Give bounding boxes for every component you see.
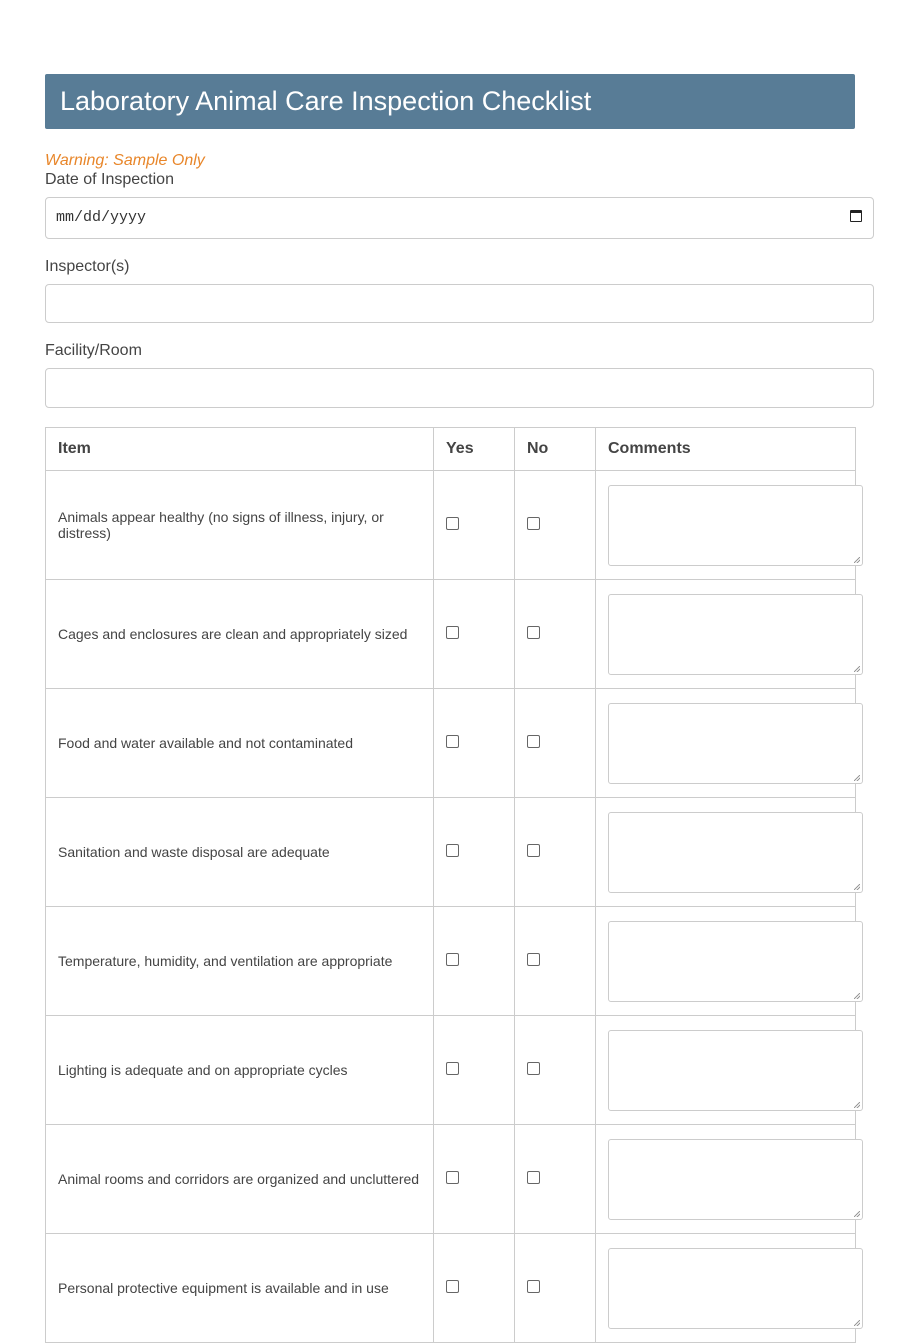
comments-textarea[interactable] [608, 1030, 863, 1111]
yes-checkbox[interactable] [446, 626, 459, 639]
yes-checkbox[interactable] [446, 1280, 459, 1293]
facility-input[interactable] [45, 368, 874, 408]
comments-cell [596, 798, 856, 907]
comments-textarea[interactable] [608, 485, 863, 566]
page-title: Laboratory Animal Care Inspection Checklist [60, 86, 592, 116]
date-input[interactable] [45, 197, 874, 239]
no-checkbox[interactable] [527, 517, 540, 530]
calendar-icon[interactable] [850, 210, 862, 222]
comments-cell [596, 689, 856, 798]
yes-cell [434, 580, 515, 689]
comments-cell [596, 1125, 856, 1234]
item-text: Lighting is adequate and on appropriate cycles [46, 1016, 434, 1125]
item-text: Temperature, humidity, and ventilation are appropriate [46, 907, 434, 1016]
inspector-label: Inspector(s) [45, 258, 130, 275]
table-row [46, 798, 856, 907]
page-header [45, 74, 855, 129]
header-yes: Yes [434, 428, 515, 471]
no-cell [515, 1125, 596, 1234]
no-cell [515, 1016, 596, 1125]
yes-cell [434, 689, 515, 798]
yes-cell [434, 798, 515, 907]
item-text: Food and water available and not contaminated [46, 689, 434, 798]
yes-checkbox[interactable] [446, 953, 459, 966]
no-cell [515, 471, 596, 580]
comments-textarea[interactable] [608, 812, 863, 893]
facility-label: Facility/Room [45, 342, 142, 359]
no-cell [515, 1234, 596, 1343]
no-checkbox[interactable] [527, 1062, 540, 1075]
item-text: Animals appear healthy (no signs of illness, injury, or distress) [46, 471, 434, 580]
no-checkbox[interactable] [527, 1280, 540, 1293]
no-cell [515, 798, 596, 907]
table-row [46, 1125, 856, 1234]
table-row [46, 907, 856, 1016]
no-cell [515, 907, 596, 1016]
sample-warning: Warning: Sample Only [45, 152, 205, 169]
yes-cell [434, 1234, 515, 1343]
no-checkbox[interactable] [527, 735, 540, 748]
header-comments: Comments [596, 428, 856, 471]
comments-cell [596, 471, 856, 580]
comments-cell [596, 580, 856, 689]
no-checkbox[interactable] [527, 626, 540, 639]
date-placeholder: mm/dd/yyyy [56, 209, 147, 226]
item-text: Sanitation and waste disposal are adequate [46, 798, 434, 907]
yes-cell [434, 1125, 515, 1234]
yes-cell [434, 471, 515, 580]
comments-textarea[interactable] [608, 594, 863, 675]
no-cell [515, 580, 596, 689]
comments-textarea[interactable] [608, 703, 863, 784]
comments-cell [596, 1234, 856, 1343]
header-no: No [515, 428, 596, 471]
comments-textarea[interactable] [608, 921, 863, 1002]
yes-checkbox[interactable] [446, 844, 459, 857]
yes-checkbox[interactable] [446, 1171, 459, 1184]
table-row [46, 471, 856, 580]
no-checkbox[interactable] [527, 953, 540, 966]
comments-textarea[interactable] [608, 1139, 863, 1220]
item-text: Personal protective equipment is available and in use [46, 1234, 434, 1343]
yes-cell [434, 907, 515, 1016]
table-row [46, 1234, 856, 1343]
yes-checkbox[interactable] [446, 517, 459, 530]
date-label: Date of Inspection [45, 171, 174, 188]
yes-checkbox[interactable] [446, 1062, 459, 1075]
table-row [46, 689, 856, 798]
table-row [46, 580, 856, 689]
yes-cell [434, 1016, 515, 1125]
header-item: Item [46, 428, 434, 471]
no-cell [515, 689, 596, 798]
yes-checkbox[interactable] [446, 735, 459, 748]
item-text: Animal rooms and corridors are organized and uncluttered [46, 1125, 434, 1234]
no-checkbox[interactable] [527, 1171, 540, 1184]
comments-textarea[interactable] [608, 1248, 863, 1329]
comments-cell [596, 907, 856, 1016]
no-checkbox[interactable] [527, 844, 540, 857]
item-text: Cages and enclosures are clean and appropriately sized [46, 580, 434, 689]
inspector-input[interactable] [45, 284, 874, 323]
table-row [46, 1016, 856, 1125]
checklist-table [45, 427, 856, 1343]
comments-cell [596, 1016, 856, 1125]
